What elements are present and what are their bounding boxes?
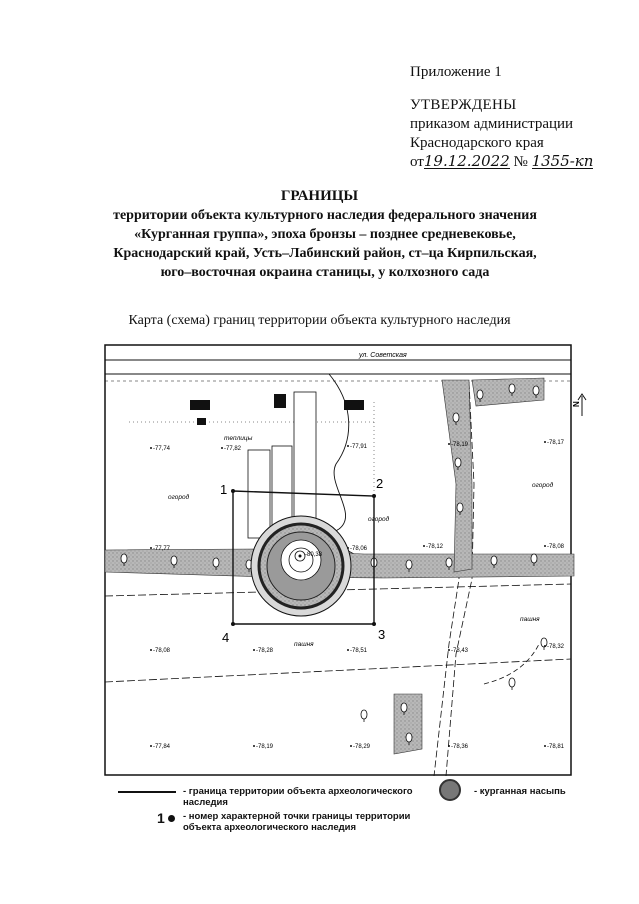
svg-text:-77,84: -77,84 (153, 744, 171, 750)
map-caption: Карта (схема) границ территории объекта культурного наследия (128, 313, 511, 328)
date-value: 19.12.2022 (423, 152, 510, 170)
elevation-mark (423, 544, 444, 550)
document-title: ГРАНИЦЫ (280, 188, 359, 204)
elevation-mark (150, 744, 171, 750)
subtitle-line: территории объекта культурного наследия федерального значения (113, 208, 537, 223)
legend-point-dot (168, 815, 175, 822)
subtitle-line: юго–восточная окраина станицы, у колхозного сада (160, 265, 490, 280)
svg-text:-78,32: -78,32 (547, 644, 565, 650)
tree-belt (394, 694, 422, 754)
elevation-mark (544, 744, 565, 750)
area-label: пашня (520, 616, 540, 623)
svg-text:-78,08: -78,08 (547, 544, 565, 550)
svg-text:-78,43: -78,43 (451, 648, 469, 654)
elevation-mark (150, 648, 171, 654)
elevation-mark (347, 546, 368, 552)
street-label: ул. Советская (359, 352, 407, 359)
elevation-mark (253, 648, 274, 654)
subtitle-line: Краснодарский край, Усть–Лабинский район, ст–ца Кирпильская, (113, 246, 537, 261)
svg-text:-77,82: -77,82 (224, 446, 242, 452)
area-label: огород (168, 494, 190, 501)
legend-point-number: 1 (157, 810, 165, 826)
kurgan-mound (251, 516, 351, 616)
elevation-mark (544, 544, 565, 550)
svg-text:-78,29: -78,29 (353, 744, 371, 750)
boundary-point-3: 3 (378, 627, 386, 642)
area-label: огород (532, 482, 554, 489)
approved-date-line (410, 153, 593, 172)
svg-text:-78,19: -78,19 (256, 744, 274, 750)
elevation-mark (150, 546, 171, 552)
approved-line-2: приказом администрации (410, 116, 574, 132)
legend-boundary-line (118, 791, 176, 793)
elevation-mark (448, 442, 469, 448)
legend-point-text: - номер характерной точки границы территории объекта археологического наследия (183, 811, 411, 833)
approved-heading: УТВЕРЖДЕНЫ (410, 97, 517, 113)
svg-text:-78,06: -78,06 (350, 546, 368, 552)
elevation-mark (448, 648, 469, 654)
elevation-mark (347, 444, 368, 450)
number-prefix: № (513, 154, 528, 170)
area-label: теплицы (224, 435, 253, 442)
order-number: 1355-кп (531, 152, 594, 170)
svg-text:-77,77: -77,77 (153, 546, 171, 552)
svg-text:-77,91: -77,91 (350, 444, 368, 450)
elevation-mark (221, 446, 242, 452)
area-label: огород (368, 516, 390, 523)
svg-text:-77,74: -77,74 (153, 446, 171, 452)
svg-text:-78,36: -78,36 (451, 744, 469, 750)
north-arrow (572, 394, 586, 416)
subtitle-line: «Курганная группа», эпоха бронзы – позднее средневековье, (134, 227, 516, 242)
boundary-point-2: 2 (376, 476, 384, 491)
boundary-point-4: 4 (222, 630, 230, 645)
elevation-mark (544, 440, 565, 446)
svg-text:-78,08: -78,08 (153, 648, 171, 654)
elevation-mark (150, 446, 171, 452)
svg-text:-78,17: -78,17 (547, 440, 565, 446)
date-prefix: от (410, 154, 424, 170)
svg-text:-78,81: -78,81 (547, 744, 565, 750)
legend-mound-text: - курганная насыпь (474, 786, 566, 797)
svg-text:-78,28: -78,28 (256, 648, 274, 654)
north-label: N (572, 401, 581, 407)
elevation-mark (448, 744, 469, 750)
legend-boundary-text: - граница территории объекта археологического наследия (183, 786, 413, 808)
elevation-mark (347, 648, 368, 654)
svg-text:-78,12: -78,12 (426, 544, 444, 550)
boundary-map (104, 344, 581, 776)
svg-text:-78,51: -78,51 (350, 648, 368, 654)
legend-mound-symbol (439, 779, 461, 801)
approved-line-3: Краснодарского края (410, 135, 544, 151)
mound-elevation: -80,38 (305, 552, 323, 558)
document-subtitle (90, 206, 560, 282)
boundary-point-1: 1 (220, 482, 228, 497)
elevation-mark (350, 744, 371, 750)
appendix-label: Приложение 1 (410, 64, 502, 80)
svg-text:-78,19: -78,19 (451, 442, 469, 448)
area-label: пашня (294, 641, 314, 648)
approval-block (410, 96, 593, 172)
elevation-mark (544, 644, 565, 650)
elevation-mark (253, 744, 274, 750)
